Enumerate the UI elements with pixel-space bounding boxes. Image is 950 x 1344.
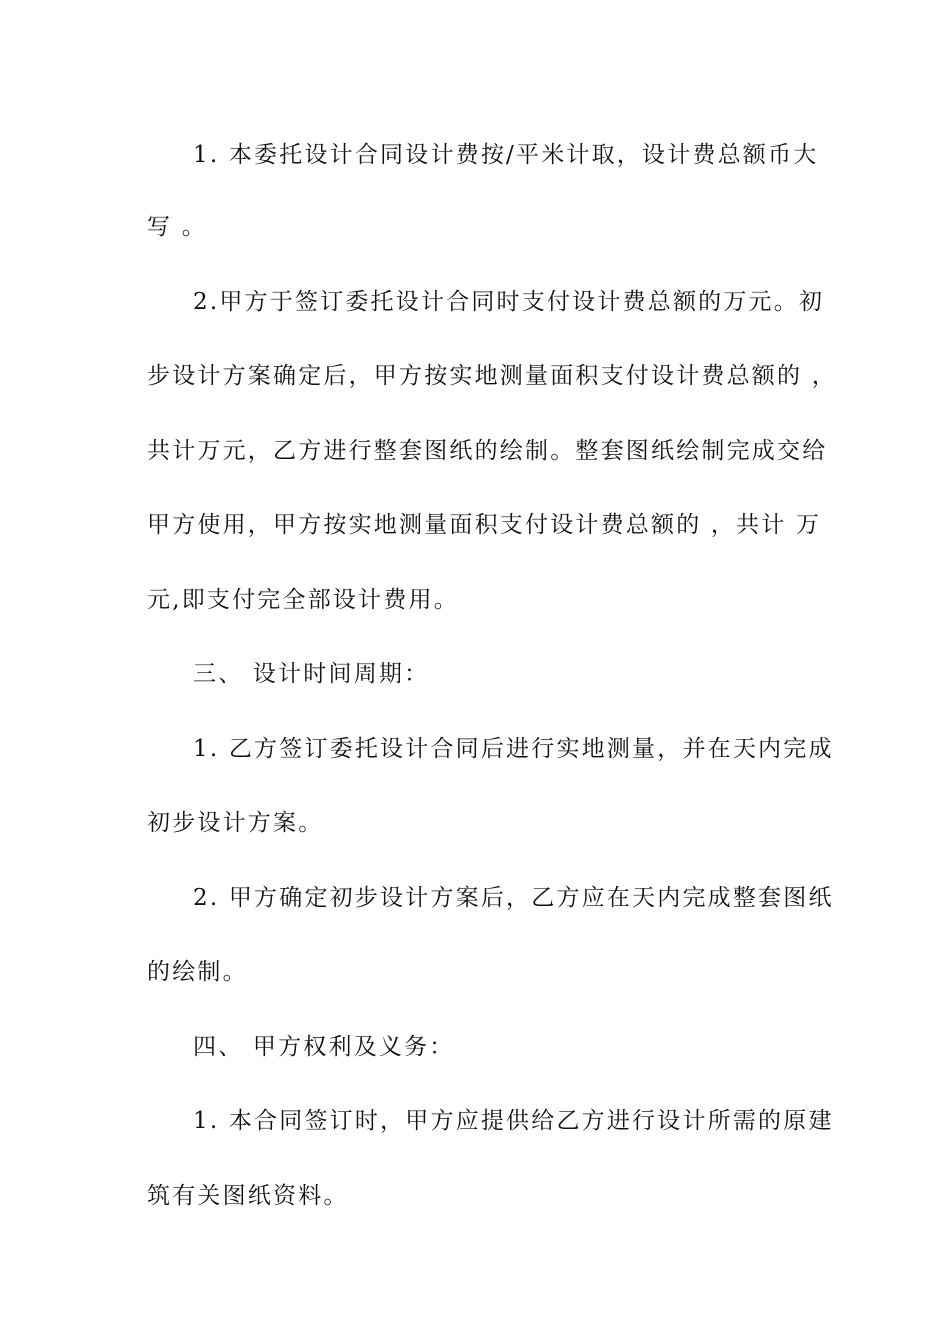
text-line: 筑有关图纸资料。 <box>147 1183 349 1209</box>
text-line: 初步设计方案。 <box>147 810 324 836</box>
text-line: 写 。 <box>147 214 207 240</box>
text-line: 2. 甲方确定初步设计方案后，乙方应在天内完成整套图纸 <box>193 885 834 911</box>
text-line: 1. 本委托设计合同设计费按/平米计取，设计费总额币大 <box>193 142 819 168</box>
text-line: 1. 乙方签订委托设计合同后进行实地测量，并在天内完成 <box>193 736 834 762</box>
section-heading: 三、 设计时间周期： <box>193 661 430 687</box>
text-line: 元,即支付完全部设计费用。 <box>147 587 459 613</box>
text-line: 共计万元，乙方进行整套图纸的绘制。整套图纸绘制完成交给 <box>147 438 828 464</box>
text-line: 甲方使用，甲方按实地测量面积支付设计费总额的 ，共计 万 <box>147 512 822 538</box>
section-heading: 四、 甲方权利及义务： <box>193 1034 455 1060</box>
text-line: 的绘制。 <box>147 959 248 985</box>
text-line: 步设计方案确定后，甲方按实地测量面积支付设计费总额的 ， <box>147 363 837 389</box>
text-line: 2.甲方于签订委托设计合同时支付设计费总额的万元。初 <box>193 289 825 315</box>
text-line: 1. 本合同签订时，甲方应提供给乙方进行设计所需的原建 <box>193 1108 834 1134</box>
